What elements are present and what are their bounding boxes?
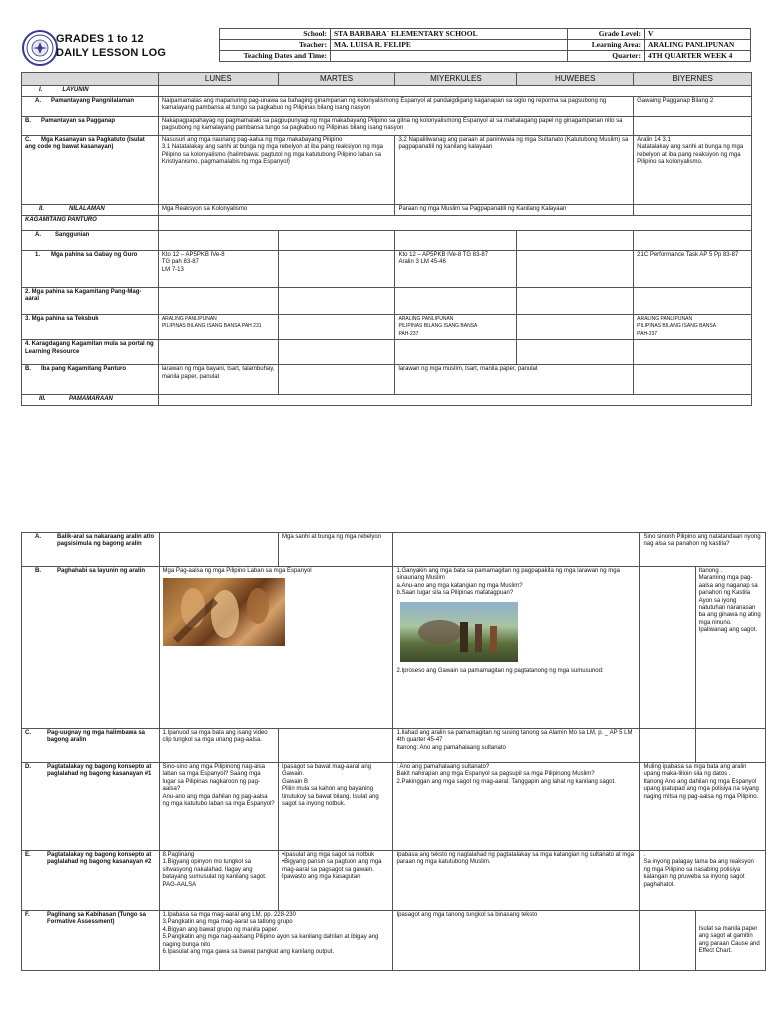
cell-text: •Ipasulat ang mga sagot sa notbuk •Bigyang pansin sa pagtuon ang mga mag-aaral sa pagsagot sa gawain. Ipawasto ang mga kasagutan xyxy=(279,851,393,911)
row-layunin: I. LAYUNIN xyxy=(22,86,159,97)
row-label: D. Pagtatalakay ng bagong konsepto at paglalahad ng bagong kasanayan #1 xyxy=(22,763,160,851)
cell-paghahabi-wed xyxy=(393,567,640,729)
cell-text: Mga Reaksyon sa Kolonyalismo xyxy=(158,205,395,216)
quarter-label: Quarter: xyxy=(568,51,645,62)
title-line1: GRADES 1 to 12 xyxy=(56,33,144,45)
row-label: B. Paghahabi sa layunin ng aralin xyxy=(22,567,160,729)
cell-text: 8.Paglinang 1.Bigyang opinyon mo tungkol sa sitwasyong nakalahad. Ilagay ang batayang sumusulat ng kanilang sagot. PAG-AALSA xyxy=(159,851,278,911)
row-label: 1. Mga pahina sa Gabay ng Guro xyxy=(22,251,159,288)
revolt-painting-image xyxy=(163,578,285,646)
day-header: HUWEBES xyxy=(517,73,634,86)
image-figures xyxy=(400,602,518,662)
lesson-table-1 xyxy=(21,72,752,406)
corner-cell xyxy=(22,73,159,86)
cell-text: Ipasagot ang mga tanong tungkol sa binasang teksto xyxy=(393,911,640,971)
day-header: LUNES xyxy=(158,73,278,86)
cell-text: Ipabasa ang teksto ng naglalahad ng pagtatalakay sa mga katangian ng sultanato at mga paraan ng mga katutubong Muslim. xyxy=(393,851,640,911)
row-label: F. Paglinang sa Kabihasan (Tungo sa Formative Assessment) xyxy=(22,911,160,971)
cell-text: larawan ng mga bayani, tsart, talambuhay, manila paper, panulat xyxy=(158,365,278,395)
row-label: 4. Karagdagang Kagamitan mula sa portal ng Learning Resource xyxy=(22,340,159,365)
row-label: E. Pagtatalakay ng bagong konsepto at paglalahad ng bagong kasanayan #2 xyxy=(22,851,160,911)
cell-text: Itanong . Maraming mga pag-aalsa ang naganap sa panahon ng Kastila Ayon sa iyong natutuhan naranasan ba ang ginawa ng ating mga ninuno. Ipaliwanag ang sagot. xyxy=(695,567,765,729)
cell-text: ARALING PANLIPUNAN PILIPINAS BILANG ISANG BANSA PAH-237 xyxy=(395,315,517,340)
teacher-value: MA. LUISA R. FELIPE xyxy=(331,40,568,51)
title-line2: DAILY LESSON LOG xyxy=(56,47,167,59)
cell-text: Paraan ng mga Muslim sa Pagpapanatili ng Kanilang Kalayaan xyxy=(395,205,634,216)
cell-text: 2.Iproseso ang Gawain sa pamamagitan ng pagtatanong ng mga sumusunod: xyxy=(396,667,604,674)
lesson-table-2 xyxy=(21,532,766,971)
cell-text: ARALING PANLIPUNAN PILIPINAS BILANG ISANG BANSA PAH 231 xyxy=(158,315,278,340)
row-label: II. NILALAMAN xyxy=(22,205,159,216)
document-title xyxy=(56,32,166,60)
cell-text: larawan ng mga muslim, tsart, manila paper, panulat xyxy=(395,365,634,395)
cell-text: Nakapagpapahayag ng pagmamalaki sa pagpupunyagi ng mga makabayang Pilipino sa gitna ng kolonyalismong Espanyol at sa mahalagang papel ng ginagampanan nito sa pagsubong ng kamalayang pambansa tungo sa pagkabuo ng Pilipinas bilang isang nasyon xyxy=(158,117,633,136)
school-label: School: xyxy=(220,29,331,40)
row-label: B. Iba pang Kagamitang Panturo xyxy=(22,365,159,395)
day-header: MARTES xyxy=(278,73,395,86)
row-label: B. Pamantayan sa Pagganap xyxy=(22,117,159,136)
school-value: STA BARBARA` ELEMENTARY SCHOOL xyxy=(331,29,568,40)
muslim-warriors-image xyxy=(400,602,518,662)
cell-text: 3.2 Napaliliwanag ang paraan at paniniwala ng mga Sultanato (Katutubong Muslim) sa pagpapanatili ng kanilang kalayaan xyxy=(395,136,634,205)
cell-text: Naipamamalas ang mapanuring pag-unawa sa bahaging ginampanan ng kolonyalismong Espanyol at pandaigdigang kaganapan sa siglo ng reporma sa pagsubong ng kamalayang pambansa at tungo sa pagkabuo ng Pilipinas bilang isang nasyon xyxy=(158,97,633,117)
cell-text: Mga sanhi at bunga ng mga rebelyon xyxy=(279,533,393,567)
area-label: Learning Area: xyxy=(568,40,645,51)
cell-text: : Ano ang pamahalaang sultanato? Bakit nahirapan ang mga Espanyol sa pagsupil sa mga Pilipinong Muslim? 2.Pakinggan ang mga sagot ng mag-aaral. Tanggapin ang lahat ng kanilang sagot. xyxy=(393,763,640,851)
area-value: ARALING PANLIPUNAN xyxy=(645,40,751,51)
cell-text: ARALING PANLIPUNAN PILIPINAS BILANG ISANG BANSA PAH-237 xyxy=(634,315,752,340)
cell-text: Sino-sino ang mga Pilipinong nag-alsa laban sa mga Espanyol? Saang mga lugar sa Pilipinas nagkaroon ng pag-aalsa? Anu-ano ang mga dahilan ng pag-aalsa ng mga katutubo laban sa mga Espanyol? xyxy=(159,763,278,851)
cell-text: . Sa inyong palagay tama ba ang reaksyon ng mga Pilipino sa nasabing polisiya kalangan ng pruweba sa inyong sagot paghahatol. xyxy=(640,851,766,911)
cell-text: Muling ipabasa sa mga bata ang aralin upang maka-lilioin sila ng datos . Itanong Ano ang dahilan ng mga Espanyol upang ipatupad ang mga polisiya na siyang naging mitsa ng pag-aalsa ng mga Pilipino. xyxy=(640,763,766,851)
cell-text: Sino sinonh Pilipino ang natatandaan nyong nag alsa sa panahon ng kastila? xyxy=(640,533,766,567)
cell-paghahabi-mon xyxy=(159,567,393,729)
row-label: 2. Mga pahina sa Kagamitang Pang-Mag-aaral xyxy=(22,288,159,315)
day-header: BIYERNES xyxy=(634,73,752,86)
grade-value: V xyxy=(645,29,751,40)
cell-text: Isulat sa manila paper ang sagot at gamitin ang paraan Cause and Effect Chart. xyxy=(695,911,765,971)
seal-icon xyxy=(25,33,55,63)
cell-text: Ipasagot sa bawat mag-aaral ang Gawain. Gawain B Piliin mula sa kahon ang bayaning tinutukoy sa bawat bilang. Isulat ang sagot sa inyong notbuk. xyxy=(279,763,393,851)
cell-text: 1.Ipanuod sa mga bata ang isang video clip tungkol sa mga unang pag-aalsa. xyxy=(159,729,278,763)
dates-value xyxy=(331,51,568,62)
cell-text: 1.Ilahad ang aralin sa pamamagitan ng susing tanong sa Alamin Mo sa LM, p. _ AP 5 LM 4th quarter 45-47 Itanong: Ano ang pamahalaang sultanato xyxy=(393,729,640,763)
info-table xyxy=(219,28,751,62)
teacher-label: Teacher: xyxy=(220,40,331,51)
row-label: 3. Mga pahina sa Teksbuk xyxy=(22,315,159,340)
row-label: III. PAMAMARAAN xyxy=(22,395,159,406)
cell-text: Gawaing Pagganap Bilang 2 xyxy=(634,97,752,117)
cell-text: Nasusuri ang mga naunang pag-aalsa ng mga makabayang Pilipino 3.1 Natatalakay ang sanhi at bunga ng mga rebelyon at iba pang reaksiyon ng mga Pilipino sa kolonyalismo (halimbawa: pagtutol ng mga katutubong Pilipino laban sa Kristiyanismo, pagmamalabis ng mga Espanyol) xyxy=(158,136,395,205)
dates-label: Teaching Dates and Time: xyxy=(220,51,331,62)
row-label: C. Pag-uugnay ng mga halimbawa sa bagong aralin xyxy=(22,729,160,763)
row-label: A. Balik-aral sa nakaraang aralin at/o pagsisimula ng bagong aralin xyxy=(22,533,160,567)
row-label: A. Sanggunian xyxy=(22,231,159,251)
row-label: C. Mga Kasanayan sa Pagkatuto (Isulat ang code ng bawat kasanayan) xyxy=(22,136,159,205)
row-label: KAGAMITANG PANTURO xyxy=(22,216,159,231)
deped-logo xyxy=(22,30,58,66)
cell-text: Mga Pag-aalsa ng mga Pilipino Laban sa mga Espanyol xyxy=(162,568,312,574)
cell-text: 1.Ipabasa sa mga mag-aaral ang LM, pp. 228-230 3.Pangkatin ang mga mag-aaral sa tatlong grupo 4.Bigyan ang bawat grupo ng manila paper. 5.Pangkatin ang mga nag-aalsang Pilipino ayon sa kanilang dahilan at ibigay ang naging bunga nito 6.Ipasulat ang mga gawa sa bawat pangkat ang kanilang output. xyxy=(159,911,393,971)
day-header: MIYERKULES xyxy=(395,73,517,86)
painting-figures xyxy=(163,578,285,646)
cell-text: Kto 12 – AP5PKB IVe-8 TG pah 83-87 LM 7-13 xyxy=(158,251,278,288)
cell-text: 1.Ganyakin ang mga bata sa pamamagitan ng pagpapakita ng mga larawan ng mga sinaunang Muslim a.Anu-ano ang mga katangian ng mga Muslim? b.Saan lugar sila sa Pilipinas matatagpuan? xyxy=(396,568,620,597)
row-label: A. Pamantayang Pangnilalaman xyxy=(22,97,159,117)
cell-text: Kto 12 – AP5PKB IVe-8 TG 83-87 Aralin 3 LM 45-46 xyxy=(395,251,517,288)
cell-text: Aralin 14 3.1 Natatalakay ang sanhi at bunga ng mga rebelyon at iba pang reaksiyon ng mga Pilipino sa kolonyalismo. xyxy=(634,136,752,205)
cell-text: 21C Performance Task AP 5 Pp 83-87 xyxy=(634,251,752,288)
grade-label: Grade Level: xyxy=(568,29,645,40)
quarter-value: 4TH QUARTER WEEK 4 xyxy=(645,51,751,62)
